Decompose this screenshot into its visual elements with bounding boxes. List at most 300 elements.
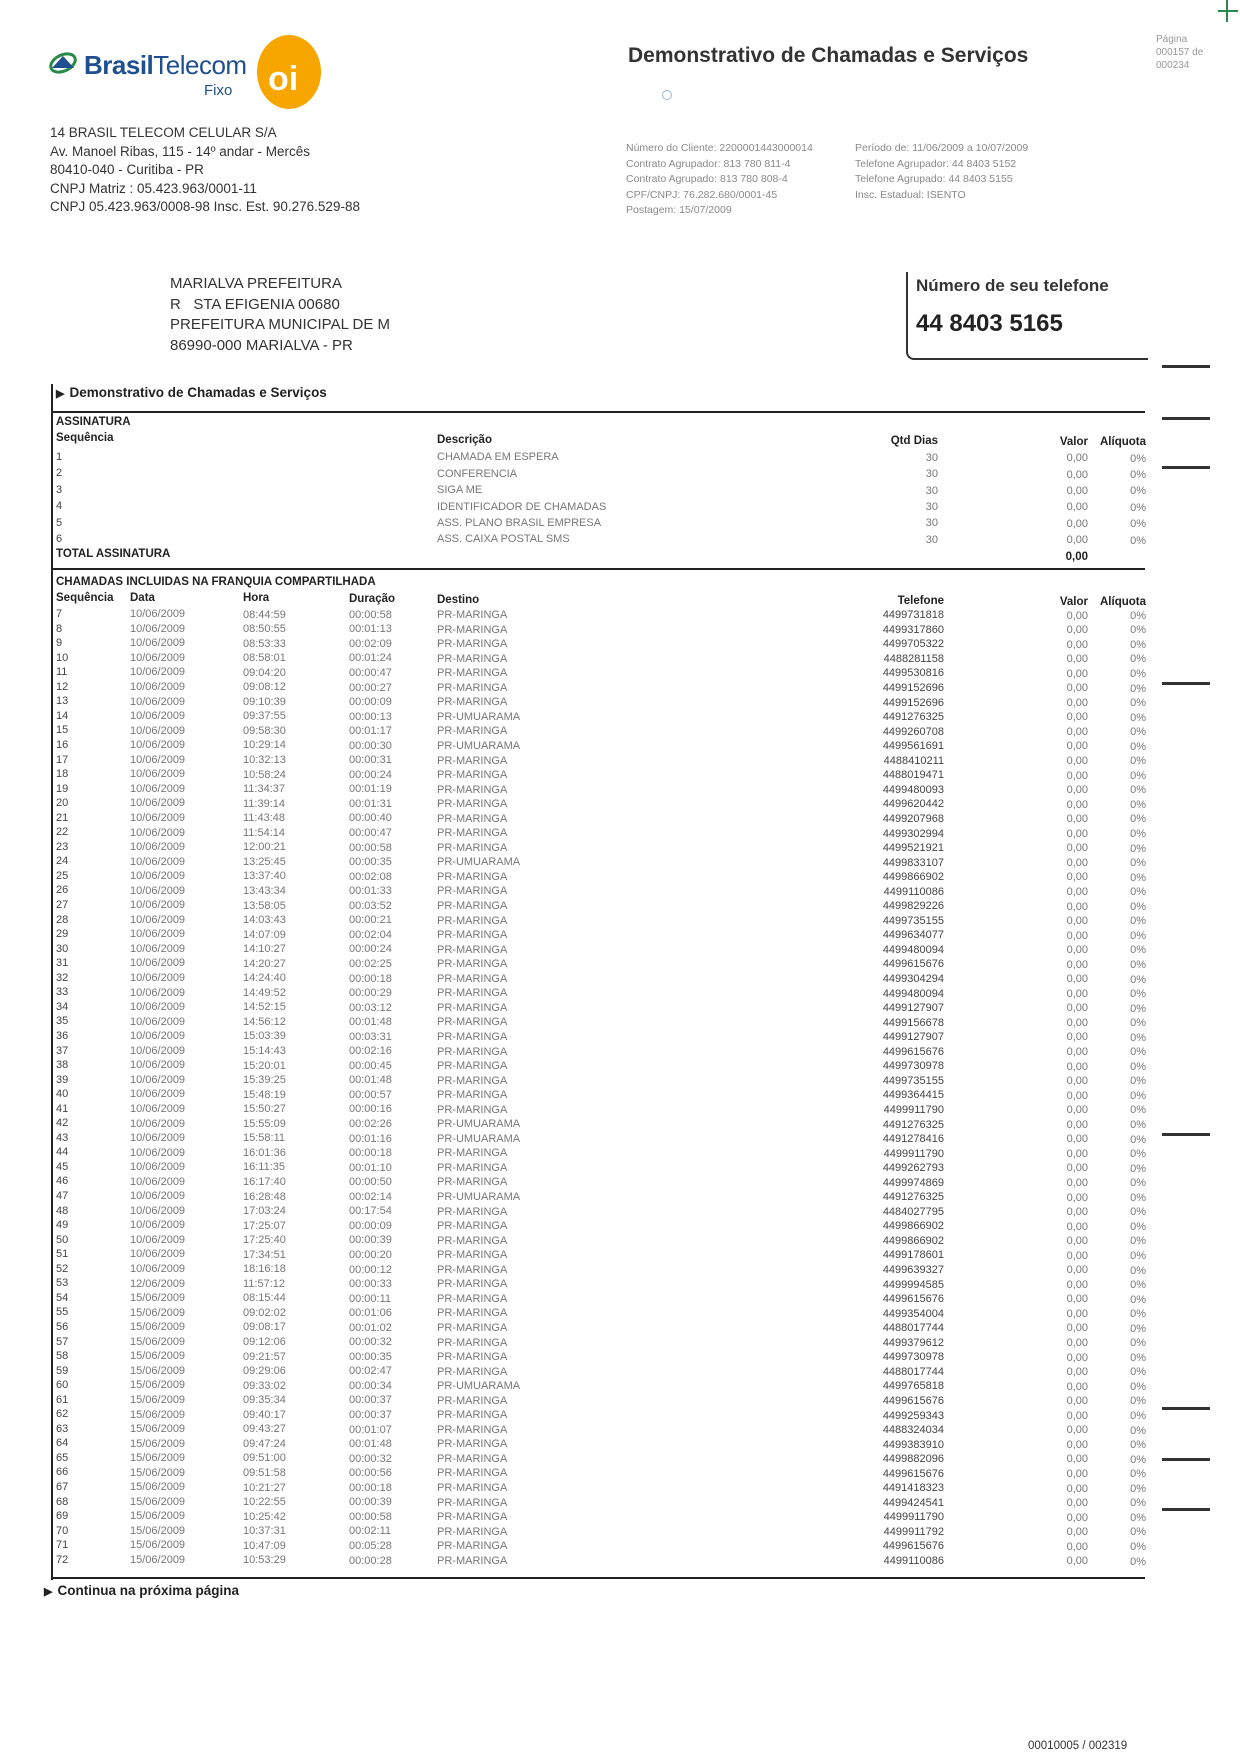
meta-line: Número do Cliente: 2200001443000014 (626, 142, 813, 154)
call-valor: 0,00 (1066, 1235, 1088, 1248)
call-duracao: 00:02:09 (349, 637, 392, 650)
call-data: 15/06/2009 (130, 1364, 186, 1377)
call-duracao: 00:00:40 (349, 812, 392, 825)
customer-line: 86990-000 MARIALVA - PR (170, 336, 353, 354)
call-row (0, 1190, 1240, 1205)
call-data: 15/06/2009 (130, 1306, 186, 1319)
assinatura-aliq: 0% (1130, 518, 1146, 531)
call-telefone: 4499615676 (882, 1540, 944, 1553)
call-valor: 0,00 (1066, 900, 1088, 913)
call-telefone: 4499730978 (882, 1351, 944, 1364)
call-row (0, 1175, 1240, 1190)
call-seq: 57 (56, 1335, 69, 1348)
call-seq: 49 (56, 1219, 69, 1232)
call-duracao: 00:00:29 (349, 987, 392, 1000)
call-seq: 22 (56, 826, 69, 839)
call-seq: 8 (56, 622, 63, 635)
call-hora: 09:12:06 (243, 1336, 286, 1348)
call-row (0, 1525, 1240, 1540)
call-duracao: 00:00:20 (349, 1248, 392, 1261)
call-destino: PR-MARINGA (437, 1540, 508, 1553)
call-valor: 0,00 (1066, 1046, 1088, 1058)
call-destino: PR-MARINGA (437, 783, 508, 796)
call-duracao: 00:00:18 (349, 1147, 392, 1160)
call-valor: 0,00 (1066, 1147, 1088, 1160)
call-duracao: 00:00:58 (349, 608, 392, 621)
call-seq: 7 (56, 608, 63, 620)
call-telefone: 4491278416 (882, 1133, 944, 1146)
call-duracao: 00:00:35 (349, 1350, 392, 1363)
call-destino: PR-MARINGA (437, 1336, 508, 1349)
call-aliquota: 0% (1130, 1380, 1146, 1393)
call-telefone: 4499383910 (882, 1438, 944, 1451)
call-data: 15/06/2009 (130, 1437, 186, 1450)
customer-line: R STA EFIGENIA 00680 (170, 295, 340, 313)
call-aliquota: 0% (1130, 1351, 1146, 1364)
call-data: 10/06/2009 (130, 899, 186, 912)
call-seq: 25 (56, 869, 69, 882)
total-assinatura-value: 0,00 (1065, 551, 1088, 563)
call-valor: 0,00 (1066, 827, 1088, 840)
call-seq: 64 (56, 1437, 69, 1450)
call-seq: 70 (56, 1524, 69, 1537)
call-destino: PR-MARINGA (437, 1467, 508, 1480)
call-hora: 09:10:39 (243, 695, 286, 708)
call-telefone: 4499302994 (882, 827, 944, 840)
call-duracao: 00:00:39 (349, 1496, 392, 1509)
meta-line: Postagem: 15/07/2009 (626, 204, 732, 216)
call-duracao: 00:00:57 (349, 1088, 392, 1101)
assinatura-row (0, 484, 1240, 499)
call-destino: PR-MARINGA (437, 681, 508, 694)
call-valor: 0,00 (1066, 1191, 1088, 1204)
call-seq: 69 (56, 1510, 69, 1523)
call-valor: 0,00 (1066, 1322, 1088, 1335)
call-valor: 0,00 (1066, 1104, 1088, 1117)
call-destino: PR-MARINGA (437, 1030, 508, 1043)
call-aliquota: 0% (1130, 1264, 1146, 1277)
call-valor: 0,00 (1066, 1060, 1088, 1073)
call-telefone: 4499735155 (882, 1074, 944, 1087)
call-aliquota: 0% (1130, 1002, 1146, 1015)
call-row (0, 1103, 1240, 1118)
call-valor: 0,00 (1066, 1016, 1088, 1029)
call-hora: 08:15:44 (243, 1292, 286, 1305)
call-valor: 0,00 (1066, 1438, 1088, 1451)
call-seq: 72 (56, 1553, 69, 1566)
assinatura-qtd: 30 (925, 468, 938, 481)
call-duracao: 00:02:04 (349, 928, 392, 941)
call-data: 10/06/2009 (130, 695, 186, 708)
call-row (0, 884, 1240, 899)
call-seq: 63 (56, 1422, 69, 1435)
call-row (0, 1030, 1240, 1045)
oi-logo (256, 34, 322, 110)
call-telefone: 4499127907 (882, 1031, 944, 1044)
call-seq: 43 (56, 1131, 69, 1144)
call-seq: 15 (56, 724, 69, 737)
call-destino: PR-MARINGA (437, 929, 508, 942)
assinatura-valor: 0,00 (1066, 517, 1088, 530)
col-header-aliquota: Alíquota (1100, 596, 1146, 608)
call-hora: 14:24:40 (243, 972, 286, 985)
call-row (0, 1452, 1240, 1467)
call-duracao: 00:02:25 (349, 957, 392, 970)
call-aliquota: 0% (1130, 915, 1146, 928)
call-valor: 0,00 (1066, 1540, 1088, 1553)
call-row (0, 1554, 1240, 1569)
call-seq: 41 (56, 1102, 69, 1115)
call-aliquota: 0% (1130, 1308, 1146, 1321)
call-hora: 13:43:34 (243, 884, 286, 897)
call-row (0, 1161, 1240, 1176)
call-aliquota: 0% (1130, 1439, 1146, 1452)
call-hora: 13:58:05 (243, 899, 286, 912)
company-line: CNPJ 05.423.963/0008-98 Insc. Est. 90.276.529-88 (50, 199, 360, 214)
call-valor: 0,00 (1066, 1176, 1088, 1189)
call-hora: 11:57:12 (243, 1277, 286, 1290)
call-row (0, 1408, 1240, 1423)
call-data: 15/06/2009 (130, 1379, 186, 1392)
call-duracao: 00:00:09 (349, 696, 392, 709)
call-duracao: 00:05:28 (349, 1539, 392, 1552)
assinatura-seq: 1 (56, 451, 63, 463)
call-row (0, 1437, 1240, 1452)
call-duracao: 00:00:45 (349, 1059, 392, 1072)
call-hora: 09:58:30 (243, 724, 286, 737)
call-destino: PR-MARINGA (437, 1278, 508, 1291)
call-telefone: 4499262793 (882, 1162, 944, 1175)
call-row (0, 1466, 1240, 1481)
call-telefone: 4499620442 (882, 798, 944, 811)
call-telefone: 4488017744 (882, 1322, 944, 1335)
call-hora: 18:16:18 (243, 1263, 286, 1276)
call-valor: 0,00 (1066, 1307, 1088, 1320)
call-duracao: 00:00:37 (349, 1409, 392, 1421)
call-destino: PR-UMUARAMA (437, 739, 521, 752)
corner-mark (1218, 10, 1238, 12)
call-data: 10/06/2009 (130, 1233, 186, 1246)
call-duracao: 00:00:31 (349, 754, 392, 767)
assinatura-qtd: 30 (925, 484, 938, 497)
call-aliquota: 0% (1130, 1031, 1146, 1044)
brasiltelecom-logo-icon (46, 48, 80, 78)
meta-line: Período de: 11/06/2009 a 10/07/2009 (855, 142, 1029, 154)
call-data: 10/06/2009 (130, 884, 186, 897)
call-telefone: 4499730978 (882, 1060, 944, 1073)
call-destino: PR-MARINGA (437, 1525, 508, 1538)
assinatura-valor: 0,00 (1066, 468, 1088, 481)
call-destino: PR-MARINGA (437, 1554, 508, 1567)
call-hora: 16:17:40 (243, 1175, 286, 1188)
call-duracao: 00:01:48 (349, 1016, 392, 1029)
call-data: 10/06/2009 (130, 1175, 186, 1188)
call-data: 10/06/2009 (130, 768, 186, 781)
call-data: 10/06/2009 (130, 797, 186, 810)
continue-label (44, 1583, 239, 1598)
call-data: 10/06/2009 (130, 942, 186, 955)
call-row (0, 768, 1240, 783)
call-seq: 16 (56, 738, 69, 751)
call-hora: 12:00:21 (243, 841, 286, 854)
col-header-qtd: Qtd Dias (890, 435, 938, 447)
call-duracao: 00:01:24 (349, 652, 392, 665)
assinatura-row (0, 451, 1240, 466)
call-data: 10/06/2009 (130, 972, 186, 984)
call-duracao: 00:00:12 (349, 1263, 392, 1276)
call-seq: 56 (56, 1320, 69, 1333)
call-destino: PR-MARINGA (437, 1409, 508, 1422)
call-row (0, 1394, 1240, 1409)
call-valor: 0,00 (1066, 740, 1088, 753)
assinatura-valor: 0,00 (1066, 484, 1088, 497)
call-duracao: 00:00:39 (349, 1234, 392, 1247)
call-aliquota: 0% (1130, 973, 1146, 986)
call-duracao: 00:00:18 (349, 1481, 392, 1494)
call-row (0, 1496, 1240, 1511)
call-hora: 15:48:19 (243, 1088, 286, 1101)
call-hora: 14:07:09 (243, 928, 286, 941)
call-data: 10/06/2009 (130, 651, 186, 664)
call-data: 10/06/2009 (130, 1263, 186, 1275)
call-valor: 0,00 (1066, 1337, 1088, 1349)
call-valor: 0,00 (1066, 929, 1088, 942)
call-row (0, 637, 1240, 652)
call-row (0, 1088, 1240, 1103)
call-destino: PR-MARINGA (437, 1074, 508, 1087)
call-row (0, 1219, 1240, 1234)
call-hora: 14:10:27 (243, 943, 286, 956)
call-valor: 0,00 (1066, 1453, 1088, 1466)
assinatura-aliq: 0% (1130, 501, 1146, 514)
col-header-valor: Valor (1059, 596, 1088, 608)
call-valor: 0,00 (1066, 1467, 1088, 1480)
call-destino: PR-MARINGA (437, 1482, 508, 1494)
col-header-telefone: Telefone (897, 595, 944, 607)
call-valor: 0,00 (1066, 1409, 1088, 1422)
call-hora: 10:22:55 (243, 1496, 286, 1509)
call-telefone: 4499994585 (882, 1278, 944, 1291)
call-telefone: 4499317860 (882, 623, 944, 636)
call-telefone: 4499178601 (882, 1249, 944, 1262)
call-seq: 60 (56, 1379, 69, 1392)
call-hora: 17:03:24 (243, 1205, 286, 1218)
customer-address (170, 274, 390, 356)
call-hora: 09:40:17 (243, 1408, 286, 1421)
call-duracao: 00:00:21 (349, 914, 392, 927)
call-hora: 15:55:09 (243, 1117, 286, 1130)
oi-logo-text: oi (268, 60, 299, 98)
call-row (0, 1481, 1240, 1496)
call-seq: 51 (56, 1248, 69, 1261)
call-valor: 0,00 (1066, 1424, 1088, 1437)
call-hora: 09:21:57 (243, 1350, 286, 1363)
call-telefone: 4499866902 (882, 1234, 944, 1247)
call-seq: 29 (56, 928, 69, 941)
call-valor: 0,00 (1066, 653, 1088, 666)
call-hora: 10:37:31 (243, 1525, 286, 1538)
call-valor: 0,00 (1066, 755, 1088, 767)
call-aliquota: 0% (1130, 813, 1146, 826)
call-hora: 09:29:06 (243, 1365, 286, 1378)
call-row (0, 652, 1240, 667)
call-seq: 66 (56, 1466, 69, 1479)
call-aliquota: 0% (1130, 929, 1146, 942)
call-telefone: 4499615676 (882, 1467, 944, 1480)
call-telefone: 4491276325 (882, 1191, 944, 1204)
call-valor: 0,00 (1066, 842, 1088, 855)
call-duracao: 00:01:06 (349, 1307, 392, 1320)
call-data: 10/06/2009 (130, 1219, 186, 1232)
meta-line: Contrato Agrupador: 813 780 811-4 (626, 157, 791, 170)
assinatura-desc: CONFERENCIA (437, 467, 518, 480)
call-hora: 13:37:40 (243, 870, 286, 883)
call-data: 15/06/2009 (130, 1335, 186, 1348)
call-hora: 14:56:12 (243, 1015, 286, 1028)
call-valor: 0,00 (1066, 1278, 1088, 1291)
col-header-destino: Destino (437, 594, 480, 606)
call-telefone: 4499530816 (882, 667, 944, 680)
call-destino: PR-MARINGA (437, 1103, 508, 1116)
call-row (0, 695, 1240, 710)
margin-mark (1162, 417, 1210, 420)
call-duracao: 00:02:11 (349, 1525, 392, 1538)
call-row (0, 1234, 1240, 1249)
assinatura-valor: 0,00 (1066, 452, 1088, 465)
call-seq: 21 (56, 811, 69, 824)
call-destino: PR-MARINGA (437, 696, 508, 709)
call-row (0, 855, 1240, 870)
call-row (0, 1306, 1240, 1321)
call-aliquota: 0% (1130, 1555, 1146, 1568)
call-aliquota: 0% (1130, 784, 1146, 797)
call-data: 15/06/2009 (130, 1495, 186, 1508)
assinatura-valor: 0,00 (1066, 501, 1088, 514)
call-duracao: 00:00:58 (349, 1510, 392, 1523)
call-seq: 55 (56, 1306, 69, 1319)
footer-code: 00010005 / 002319 (1028, 1740, 1128, 1752)
call-seq: 40 (56, 1088, 69, 1101)
call-hora: 14:20:27 (243, 957, 286, 970)
call-aliquota: 0% (1130, 682, 1146, 695)
call-destino: PR-MARINGA (437, 827, 508, 840)
call-telefone: 4499731818 (882, 609, 944, 622)
call-seq: 46 (56, 1175, 69, 1188)
call-destino: PR-MARINGA (437, 987, 508, 1000)
call-seq: 39 (56, 1073, 69, 1086)
call-destino: PR-MARINGA (437, 1147, 508, 1160)
call-duracao: 00:02:16 (349, 1045, 392, 1058)
call-destino: PR-UMUARAMA (437, 1380, 521, 1393)
assinatura-qtd: 30 (925, 517, 938, 530)
call-aliquota: 0% (1130, 1279, 1146, 1292)
call-seq: 32 (56, 971, 69, 984)
call-aliquota: 0% (1130, 1060, 1146, 1073)
col-header-valor: Valor (1059, 436, 1088, 448)
meta-line: Telefone Agrupado: 44 8403 5155 (855, 173, 1013, 185)
call-seq: 42 (56, 1117, 69, 1130)
call-row (0, 739, 1240, 754)
call-duracao: 00:00:32 (349, 1452, 392, 1465)
call-data: 15/06/2009 (130, 1481, 186, 1494)
assinatura-aliq: 0% (1130, 485, 1146, 498)
call-data: 15/06/2009 (130, 1423, 186, 1436)
call-duracao: 00:02:14 (349, 1190, 392, 1203)
call-destino: PR-MARINGA (437, 914, 508, 927)
call-aliquota: 0% (1130, 988, 1146, 1001)
call-valor: 0,00 (1066, 856, 1088, 869)
call-hora: 11:54:14 (243, 826, 286, 839)
call-destino: PR-MARINGA (437, 943, 508, 956)
call-valor: 0,00 (1066, 1497, 1088, 1510)
call-duracao: 00:01:48 (349, 1438, 392, 1451)
call-duracao: 00:01:33 (349, 885, 392, 898)
small-circle-icon (662, 90, 672, 100)
assinatura-qtd: 30 (925, 500, 938, 513)
call-row (0, 666, 1240, 681)
call-row (0, 986, 1240, 1001)
call-telefone: 4499735155 (882, 914, 944, 927)
call-destino: PR-MARINGA (437, 1511, 508, 1524)
call-seq: 68 (56, 1495, 69, 1508)
document-title: Demonstrativo de Chamadas e Serviços (628, 44, 1029, 67)
brand-sub: Fixo (204, 82, 233, 99)
call-valor: 0,00 (1066, 1075, 1088, 1088)
call-destino: PR-MARINGA (437, 1176, 508, 1189)
meta-line: CPF/CNPJ: 76.282.680/0001-45 (626, 188, 778, 201)
phone-number-box (906, 272, 1148, 360)
company-line: 80410-040 - Curitiba - PR (50, 162, 204, 177)
call-telefone: 4499866902 (882, 871, 944, 884)
call-seq: 54 (56, 1291, 69, 1304)
call-destino: PR-MARINGA (437, 958, 508, 971)
call-data: 10/06/2009 (130, 1161, 186, 1174)
call-valor: 0,00 (1066, 1395, 1088, 1408)
call-telefone: 4488017744 (882, 1365, 944, 1378)
call-hora: 10:29:14 (243, 739, 286, 752)
call-duracao: 00:00:56 (349, 1467, 392, 1480)
assinatura-row (0, 500, 1240, 515)
call-hora: 10:47:09 (243, 1539, 286, 1552)
call-aliquota: 0% (1130, 1293, 1146, 1306)
call-duracao: 00:01:31 (349, 797, 392, 810)
call-seq: 61 (56, 1393, 69, 1406)
call-telefone: 4499110086 (883, 1555, 944, 1567)
call-data: 10/06/2009 (130, 870, 186, 883)
call-row (0, 899, 1240, 914)
call-valor: 0,00 (1066, 725, 1088, 738)
call-hora: 15:50:27 (243, 1103, 286, 1116)
call-seq: 35 (56, 1015, 69, 1028)
call-aliquota: 0% (1130, 1453, 1146, 1466)
call-aliquota: 0% (1130, 1497, 1146, 1510)
call-seq: 30 (56, 942, 69, 955)
call-hora: 09:08:12 (243, 681, 286, 694)
call-hora: 15:03:39 (243, 1030, 286, 1043)
call-data: 10/06/2009 (130, 957, 186, 970)
call-aliquota: 0% (1130, 755, 1146, 768)
call-aliquota: 0% (1130, 609, 1146, 622)
call-seq: 17 (56, 753, 69, 766)
call-telefone: 4499259343 (882, 1409, 944, 1422)
assinatura-seq: 4 (56, 500, 63, 513)
call-data: 10/06/2009 (130, 739, 186, 752)
customer-line: MARIALVA PREFEITURA (170, 275, 342, 292)
company-info (50, 124, 360, 217)
call-telefone: 4499911790 (883, 1511, 944, 1524)
call-seq: 18 (56, 768, 69, 781)
call-hora: 11:39:14 (243, 797, 286, 810)
